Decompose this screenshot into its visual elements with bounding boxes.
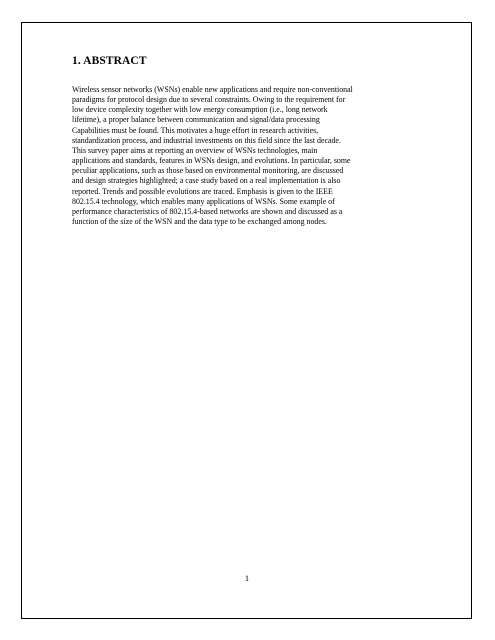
- abstract-line: reported. Trends and possible evolutions are traced. Emphasis is given to the IEEE: [72, 186, 333, 196]
- section-heading: 1. ABSTRACT: [72, 55, 147, 67]
- page-number: 1: [244, 573, 250, 583]
- abstract-line: paradigms for protocol design due to several constraints. Owing to the requirement for: [72, 95, 346, 105]
- abstract-line: Capabilities must be found. This motivates a huge effort in research activities,: [72, 125, 319, 135]
- abstract-line: low device complexity together with low energy consumption (i.e., long network: [72, 105, 328, 115]
- abstract-line: peculiar applications, such as those based on environmental monitoring, are discussed: [72, 166, 344, 176]
- abstract-line: 802.15.4 technology, which enables many applications of WSNs. Some example of: [72, 196, 335, 206]
- abstract-line: This survey paper aims at reporting an overview of WSNs technologies, main: [72, 145, 318, 155]
- abstract-line: and design strategies highlighted; a case study based on a real implementation is also: [72, 176, 341, 186]
- abstract-line: function of the size of the WSN and the data type to be exchanged among nodes.: [72, 217, 327, 227]
- abstract-line: standardization process, and industrial investments on this field since the last decade.: [72, 135, 341, 145]
- abstract-paragraph: [72, 85, 432, 227]
- abstract-line: lifetime), a proper balance between communication and signal/data processing: [72, 115, 320, 125]
- abstract-line: performance characteristics of 802.15.4-based networks are shown and discussed as a: [72, 206, 343, 216]
- abstract-line: applications and standards, features in WSNs design, and evolutions. In particular, some: [72, 156, 351, 166]
- abstract-line: Wireless sensor networks (WSNs) enable new applications and require non-conventional: [72, 85, 353, 94]
